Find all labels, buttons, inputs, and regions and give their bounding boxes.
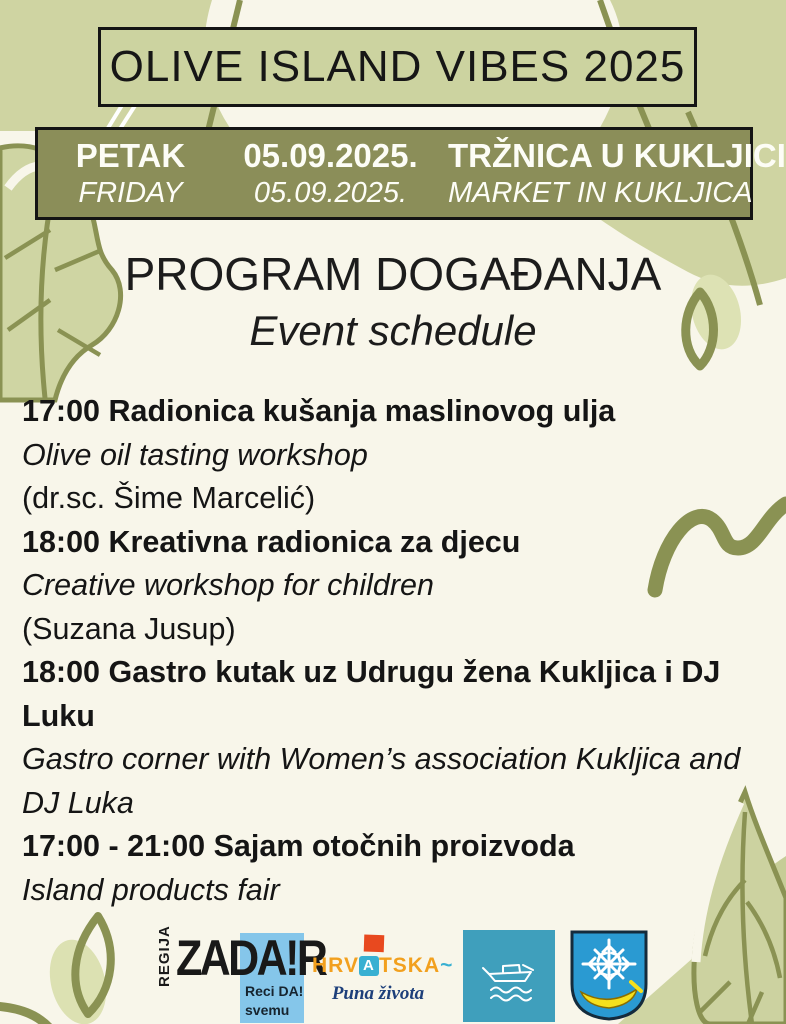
- regija-zadar-logo: [152, 925, 326, 1023]
- hrvatska-tourism-logo: [312, 935, 454, 1005]
- hrvatska-blue-a-icon: A: [359, 956, 379, 976]
- boat-waves-icon: [463, 930, 555, 1022]
- event-title-en: Creative workshop for children: [22, 568, 434, 602]
- zadar-wordmark: ZADA!R: [176, 930, 326, 986]
- kukljica-coat-of-arms: [567, 928, 651, 1022]
- banner-date-en: 05.09.2025.: [253, 177, 408, 209]
- title-box: [98, 27, 697, 107]
- banner-place-hr: TRŽNICA U KUKLJICI: [448, 137, 786, 174]
- hrvatska-red-square-icon: [364, 935, 385, 953]
- event-title-hr: 17:00 - 21:00 Sajam otočnih proizvoda: [22, 829, 575, 863]
- banner-row-croatian: [38, 137, 786, 175]
- coat-of-arms-icon: [567, 928, 651, 1022]
- zadar-region-label: REGIJA: [156, 925, 173, 987]
- event-title-hr: 18:00 Gastro kutak uz Udrugu žena Kukljica i DJ Luku: [22, 655, 721, 733]
- event-presenter: (dr.sc. Šime Marcelić): [22, 481, 316, 515]
- banner-date-hr: 05.09.2025.: [243, 137, 418, 174]
- hrvatska-wave-icon: ~: [440, 954, 454, 977]
- page-title: OLIVE ISLAND VIBES 2025: [109, 42, 686, 91]
- hrvatska-letters-tska: TSKA: [378, 954, 441, 977]
- program-heading-en: Event schedule: [249, 307, 537, 354]
- banner-row-english: [38, 177, 753, 210]
- sea-boat-logo: [463, 930, 555, 1022]
- hrvatska-letters-hrv: HRV: [312, 954, 359, 977]
- hrvatska-wordmark: [312, 954, 454, 978]
- event-title-en: Olive oil tasting workshop: [22, 437, 368, 472]
- banner-day-en: FRIDAY: [78, 177, 183, 209]
- event-title-hr: 17:00 Radionica kušanja maslinovog ulja: [22, 394, 616, 428]
- zadar-tagline-1: Reci DA!: [245, 983, 304, 999]
- banner-day-hr: PETAK: [75, 137, 186, 174]
- event-schedule-list: [22, 390, 764, 912]
- event-title-en: Gastro corner with Women’s association Kukljica and DJ Luka: [22, 742, 741, 820]
- zadar-tagline-2: svemu: [245, 1002, 290, 1018]
- program-heading-hr: PROGRAM DOGAĐANJA: [124, 248, 662, 300]
- hrvatska-tagline: Puna života: [331, 983, 425, 1004]
- sponsor-logos-row: [0, 925, 786, 1024]
- banner-place-en: MARKET IN KUKLJICA: [448, 177, 753, 209]
- event-presenter: (Suzana Jusup): [22, 611, 236, 646]
- event-title-hr: 18:00 Kreativna radionica za djecu: [22, 524, 521, 559]
- date-place-banner: [35, 127, 786, 220]
- event-title-en: Island products fair: [22, 872, 280, 907]
